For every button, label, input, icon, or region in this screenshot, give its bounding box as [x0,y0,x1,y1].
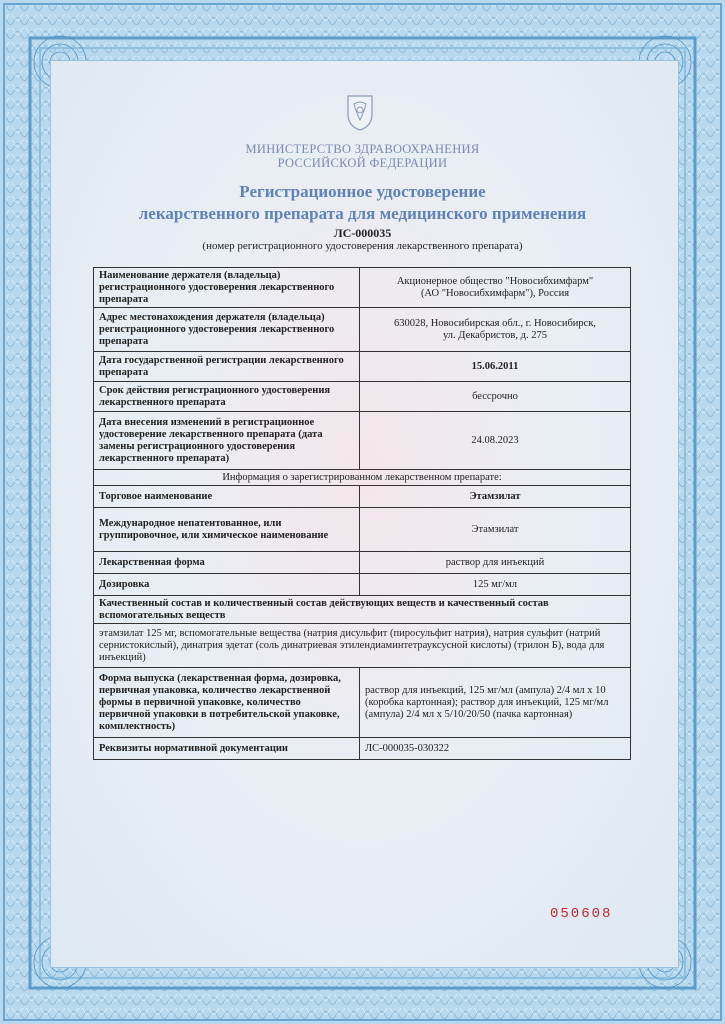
table-row [94,486,631,508]
coat-of-arms-icon [342,92,378,132]
table-row [94,596,631,624]
info-section-header: Информация о зарегистрированном лекарственном препарате: [94,470,631,486]
table-row [94,352,631,382]
registration-date-label: Дата государственной регистрации лекарственного препарата [94,352,360,382]
certificate-table [93,267,631,760]
table-row [94,552,631,574]
trade-name-label: Торговое наименование [94,486,360,508]
table-row [94,668,631,738]
change-date-label: Дата внесения изменений в регистрационное удостоверение лекарственного препарата (дата замены регистрационного удостоверения лекарственного препарата) [94,412,360,470]
table-row [94,508,631,552]
normative-doc-label: Реквизиты нормативной документации [94,738,360,760]
holder-address-label: Адрес местонахождения держателя (владельца) регистрационного удостоверения лекарственного препарата [94,308,360,352]
trade-name-value: Этамзилат [360,486,631,508]
release-form-label: Форма выпуска (лекарственная форма, дозировка, первичная упаковка, количество лекарственной формы в первичной упаковке, количество первичной упаковки в потребительской упаковке, комплектность) [94,668,360,738]
holder-address-value-line2: ул. Декабристов, д. 275 [443,329,547,341]
table-row [94,574,631,596]
validity-value: бессрочно [360,382,631,412]
dosage-form-label: Лекарственная форма [94,552,360,574]
composition-label: Качественный состав и количественный состав действующих веществ и качественный состав вспомогательных веществ [94,596,631,624]
ministry-name-line2: РОССИЙСКОЙ ФЕДЕРАЦИИ [277,156,448,170]
table-row [94,412,631,470]
dosage-value: 125 мг/мл [360,574,631,596]
holder-name-value-line1: Акционерное общество "Новосибхимфарм" [396,275,594,287]
serial-number: 050608 [550,906,613,922]
dosage-form-value: раствор для инъекций [360,552,631,574]
table-row [94,268,631,308]
table-row [94,624,631,668]
validity-label: Срок действия регистрационного удостоверения лекарственного препарата [94,382,360,412]
registration-number-caption: (номер регистрационного удостоверения лекарственного препарата) [202,240,523,252]
normative-doc-value: ЛС-000035-030322 [360,738,631,760]
holder-address-value-line1: 630028, Новосибирская обл., г. Новосибирск, [393,317,597,329]
registration-date-value: 15.06.2011 [360,352,631,382]
document-title-line2: лекарственного препарата для медицинского применения [138,204,587,223]
document-title-line1: Регистрационное удостоверение [239,182,486,201]
inn-label: Международное непатентованное, или группировочное, или химическое наименование [94,508,360,552]
registration-number: ЛС-000035 [333,226,392,240]
ministry-name-line1: МИНИСТЕРСТВО ЗДРАВООХРАНЕНИЯ [245,142,480,156]
holder-name-value-line2: (АО "Новосибхимфарм"), Россия [420,287,570,299]
inn-value: Этамзилат [360,508,631,552]
composition-value: этамзилат 125 мг, вспомогательные вещества (натрия дисульфит (пиросульфит натрия), натрия сульфит (натрий сернистокислый), динатрия эдетат (соль динатриевая этилендиаминтетрауксусной кислоты) (трилон Б), вода для инъекций) [94,624,631,668]
change-date-value: 24.08.2023 [360,412,631,470]
table-row [94,470,631,486]
table-row [94,738,631,760]
dosage-label: Дозировка [94,574,360,596]
table-row [94,308,631,352]
holder-address-value [360,308,631,352]
release-form-value: раствор для инъекций, 125 мг/мл (ампула) 2/4 мл x 10 (коробка картонная); раствор для инъекций, 125 мг/мл (ампула) 2/4 мл x 5/10/20/50 (пачка картонная) [360,668,631,738]
table-row [94,382,631,412]
holder-name-value [360,268,631,308]
holder-name-label: Наименование держателя (владельца) регистрационного удостоверения лекарственного препарата [94,268,360,308]
